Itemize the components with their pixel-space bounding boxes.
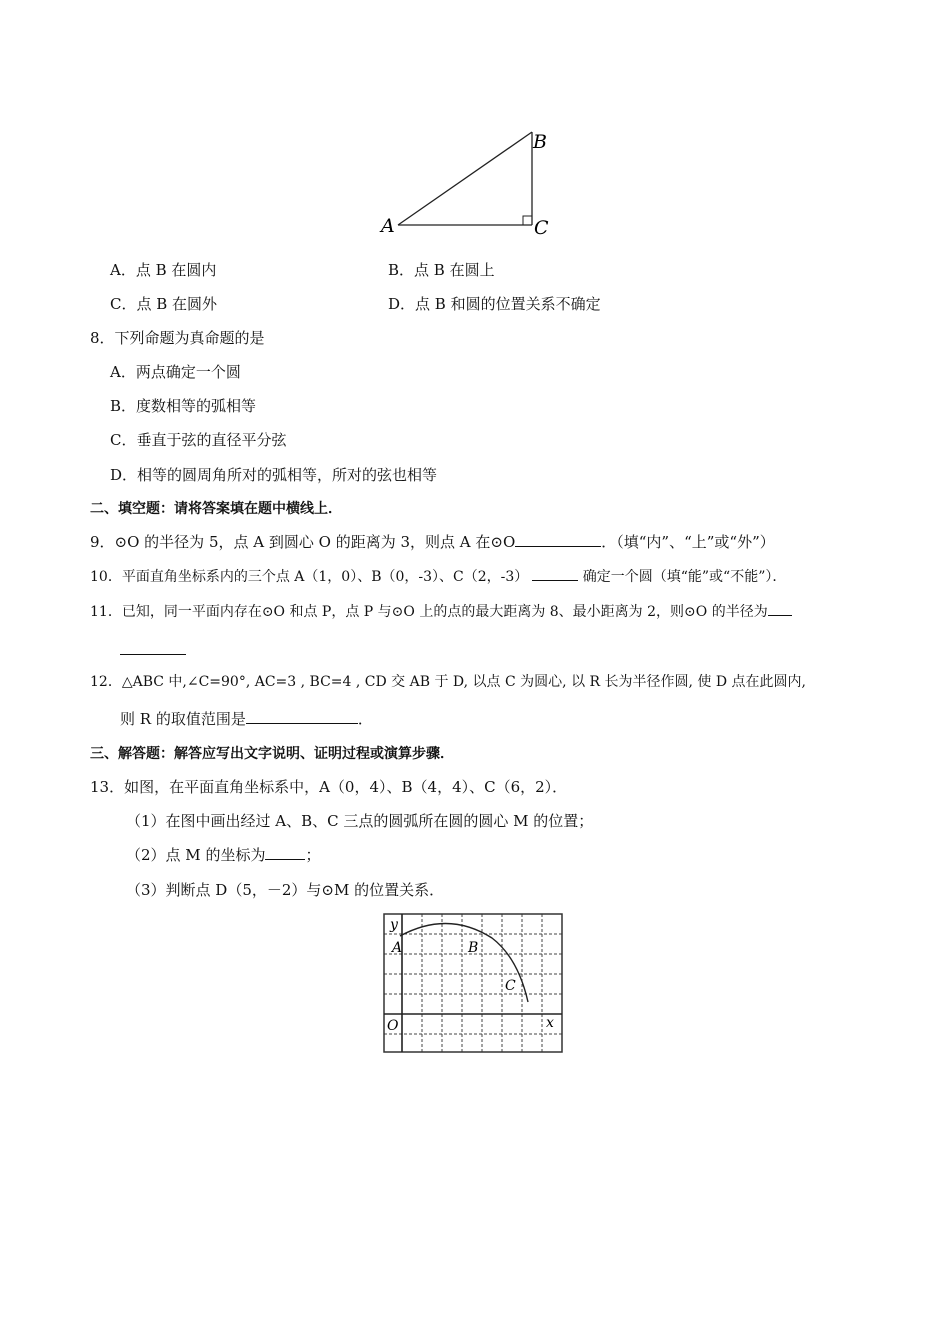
- q13-part2: [126, 845, 320, 865]
- q12-text-2: 则 R 的取值范围是: [120, 710, 246, 728]
- q8-option-b: B．度数相等的弧相等: [110, 397, 257, 415]
- q9-text-1: 9．⊙O 的半径为 5，点 A 到圆心 O 的距离为 3，则点 A 在⊙O: [90, 533, 516, 551]
- q8-option-a: A．两点确定一个圆: [110, 363, 241, 381]
- q8-option-c: C．垂直于弦的直径平分弦: [110, 431, 287, 449]
- q10-text-2: 确定一个圆（填“能”或“不能”）．: [578, 569, 787, 585]
- grid-label-c: C: [505, 978, 516, 994]
- q9-blank[interactable]: [515, 532, 601, 547]
- triangle-figure: [370, 120, 570, 245]
- q11-blank-a[interactable]: [768, 601, 792, 616]
- q8-option-d: D．相等的圆周角所对的弧相等，所对的弦也相等: [110, 466, 438, 484]
- q9-text-2: ．（填“内”、“上”或“外”）: [601, 533, 775, 551]
- q12-line1: 12．△ABC 中,∠C=90°, AC=3 , BC=4 , CD 交 AB 于 D, 以点 C 为圆心, 以 R 长为半径作圆, 使 D 点在此圆内,: [90, 674, 806, 690]
- q13-part2-end: ；: [305, 846, 321, 864]
- q11-blank-b[interactable]: [120, 640, 186, 655]
- q10-line: [90, 566, 786, 587]
- section3-title: 三、解答题：解答应写出文字说明、证明过程或演算步骤．: [90, 746, 454, 762]
- section2-title: 二、填空题：请将答案填在题中横线上．: [90, 501, 342, 517]
- grid-label-b: B: [468, 940, 479, 956]
- q13-stem: 13．如图，在平面直角坐标系中，A（0，4）、B（4，4）、C（6，2）．: [90, 778, 568, 796]
- label-b: B: [533, 131, 547, 153]
- q12-line2: [120, 709, 373, 729]
- label-a: A: [381, 215, 395, 237]
- grid-label-x: x: [546, 1015, 554, 1031]
- q11-line: [90, 601, 792, 622]
- q8-stem: 8．下列命题为真命题的是: [90, 329, 265, 347]
- grid-figure: [378, 910, 568, 1058]
- q10-text-1: 10．平面直角坐标系内的三个点 A（1，0）、B（0，-3）、C（2，-3）: [90, 569, 529, 585]
- q12-blank[interactable]: [246, 709, 358, 724]
- q7-option-b: B．点 B 在圆上: [388, 261, 495, 279]
- grid-label-a: A: [392, 940, 403, 956]
- grid-lines: [384, 914, 562, 1052]
- q10-blank[interactable]: [532, 566, 578, 581]
- q9-line: [90, 532, 775, 552]
- q13-part3: （3）判断点 D（5，－2）与⊙M 的位置关系．: [126, 881, 445, 899]
- q7-option-d: D．点 B 和圆的位置关系不确定: [388, 295, 601, 313]
- q7-option-c: C．点 B 在圆外: [110, 295, 218, 313]
- q13-part2-text: （2）点 M 的坐标为: [126, 846, 266, 864]
- q12-end: ．: [357, 710, 373, 728]
- grid-border: [384, 914, 562, 1052]
- triangle-side-ab: [398, 132, 532, 225]
- q11-text: 11．已知，同一平面内存在⊙O 和点 P，点 P 与⊙O 上的点的最大距离为 8、最小距离为 2，则⊙O 的半径为: [90, 604, 768, 620]
- q13-blank[interactable]: [265, 845, 305, 860]
- right-angle-mark: [523, 216, 532, 225]
- q13-part1: （1）在图中画出经过 A、B、C 三点的圆弧所在圆的圆心 M 的位置；: [126, 812, 594, 830]
- grid-label-o: O: [387, 1018, 399, 1034]
- q7-option-a: A．点 B 在圆内: [110, 261, 217, 279]
- label-c: C: [534, 217, 549, 239]
- grid-label-y: y: [390, 917, 398, 933]
